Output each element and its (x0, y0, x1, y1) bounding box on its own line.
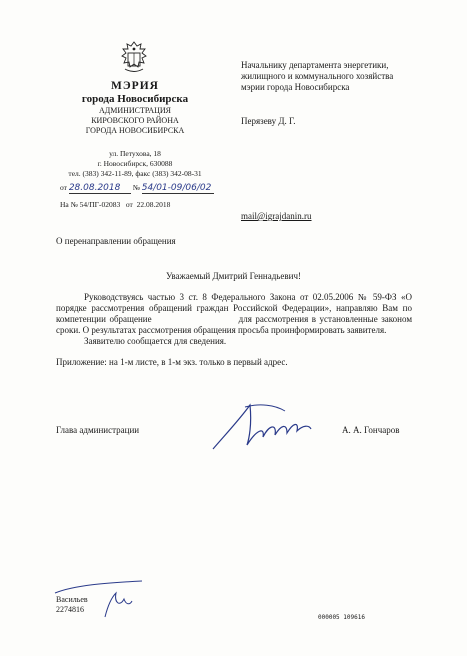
address-phone: тел. (383) 342-11-89, факс (383) 342-08-31 (68, 169, 202, 178)
recipient-line-3: мэрии города Новосибирска (241, 82, 350, 92)
address-city: г. Новосибирск, 630088 (97, 159, 173, 168)
ref-number: 54/ПГ-02083 (79, 200, 121, 209)
date-prefix: от (60, 183, 67, 192)
admin-line-2: КИРОВСКОГО РАЙОНА (91, 116, 179, 125)
number-prefix: № (132, 183, 140, 192)
body-paragraph-2: Заявителю сообщается для сведения. (84, 336, 227, 346)
body-p1-end: для рассмотрения в установленные законом сроки. О результатах рассмотрения обращения просьба проинформировать заявителя. (56, 314, 413, 335)
ref-date: 22.08.2018 (136, 200, 171, 209)
letter-subject: О перенаправлении обращения (56, 236, 176, 246)
date-value: 28.08.2018 (69, 183, 131, 194)
recipient-line-2: жилищного и коммунального хозяйства (241, 71, 394, 81)
body-p1-start: Руководствуясь частью 3 ст. 8 Федерального Закона от 02.05.2006 № 59-ФЗ «О порядке рассмотрения обращений граждан Российской Федерации», направляю Вам по компетенции обращение (56, 292, 412, 324)
attachment-note: Приложение: на 1-м листе, в 1-м экз. только в первый адрес. (56, 357, 288, 367)
signature-name: А. А. Гончаров (342, 425, 400, 435)
executor-name: Васильев (56, 595, 88, 604)
recipient-block (241, 60, 451, 93)
signature-title: Глава администрации (56, 425, 140, 435)
org-title: МЭРИЯ (111, 80, 159, 92)
ref-date-prefix: от (125, 200, 133, 209)
admin-line-1: АДМИНИСТРАЦИЯ (99, 106, 171, 115)
recipient-line-1: Начальнику департамента энергетики, (241, 60, 389, 70)
coat-of-arms-icon (119, 40, 149, 76)
letter-greeting: Уважаемый Дмитрий Геннадьевич! (166, 271, 301, 281)
recipient-email: mail@igrajdanin.ru (241, 211, 312, 221)
signature-scribble (205, 395, 315, 455)
recipient-name: Перязеву Д. Г. (241, 116, 296, 126)
form-serial-number: 000005 109616 (318, 614, 365, 621)
letter-body (56, 292, 412, 347)
reference-row (60, 200, 170, 210)
executor-phone: 2274816 (56, 605, 84, 614)
body-paragraph-1 (56, 292, 412, 336)
org-city: города Новосибирска (81, 93, 189, 105)
admin-line-3: ГОРОДА НОВОСИБИРСКА (85, 126, 185, 135)
address-street: ул. Петухова, 18 (109, 149, 161, 158)
outgoing-date-row (60, 183, 214, 194)
number-value: 54/01-09/06/02 (142, 183, 214, 194)
ref-prefix: На № (60, 200, 78, 209)
